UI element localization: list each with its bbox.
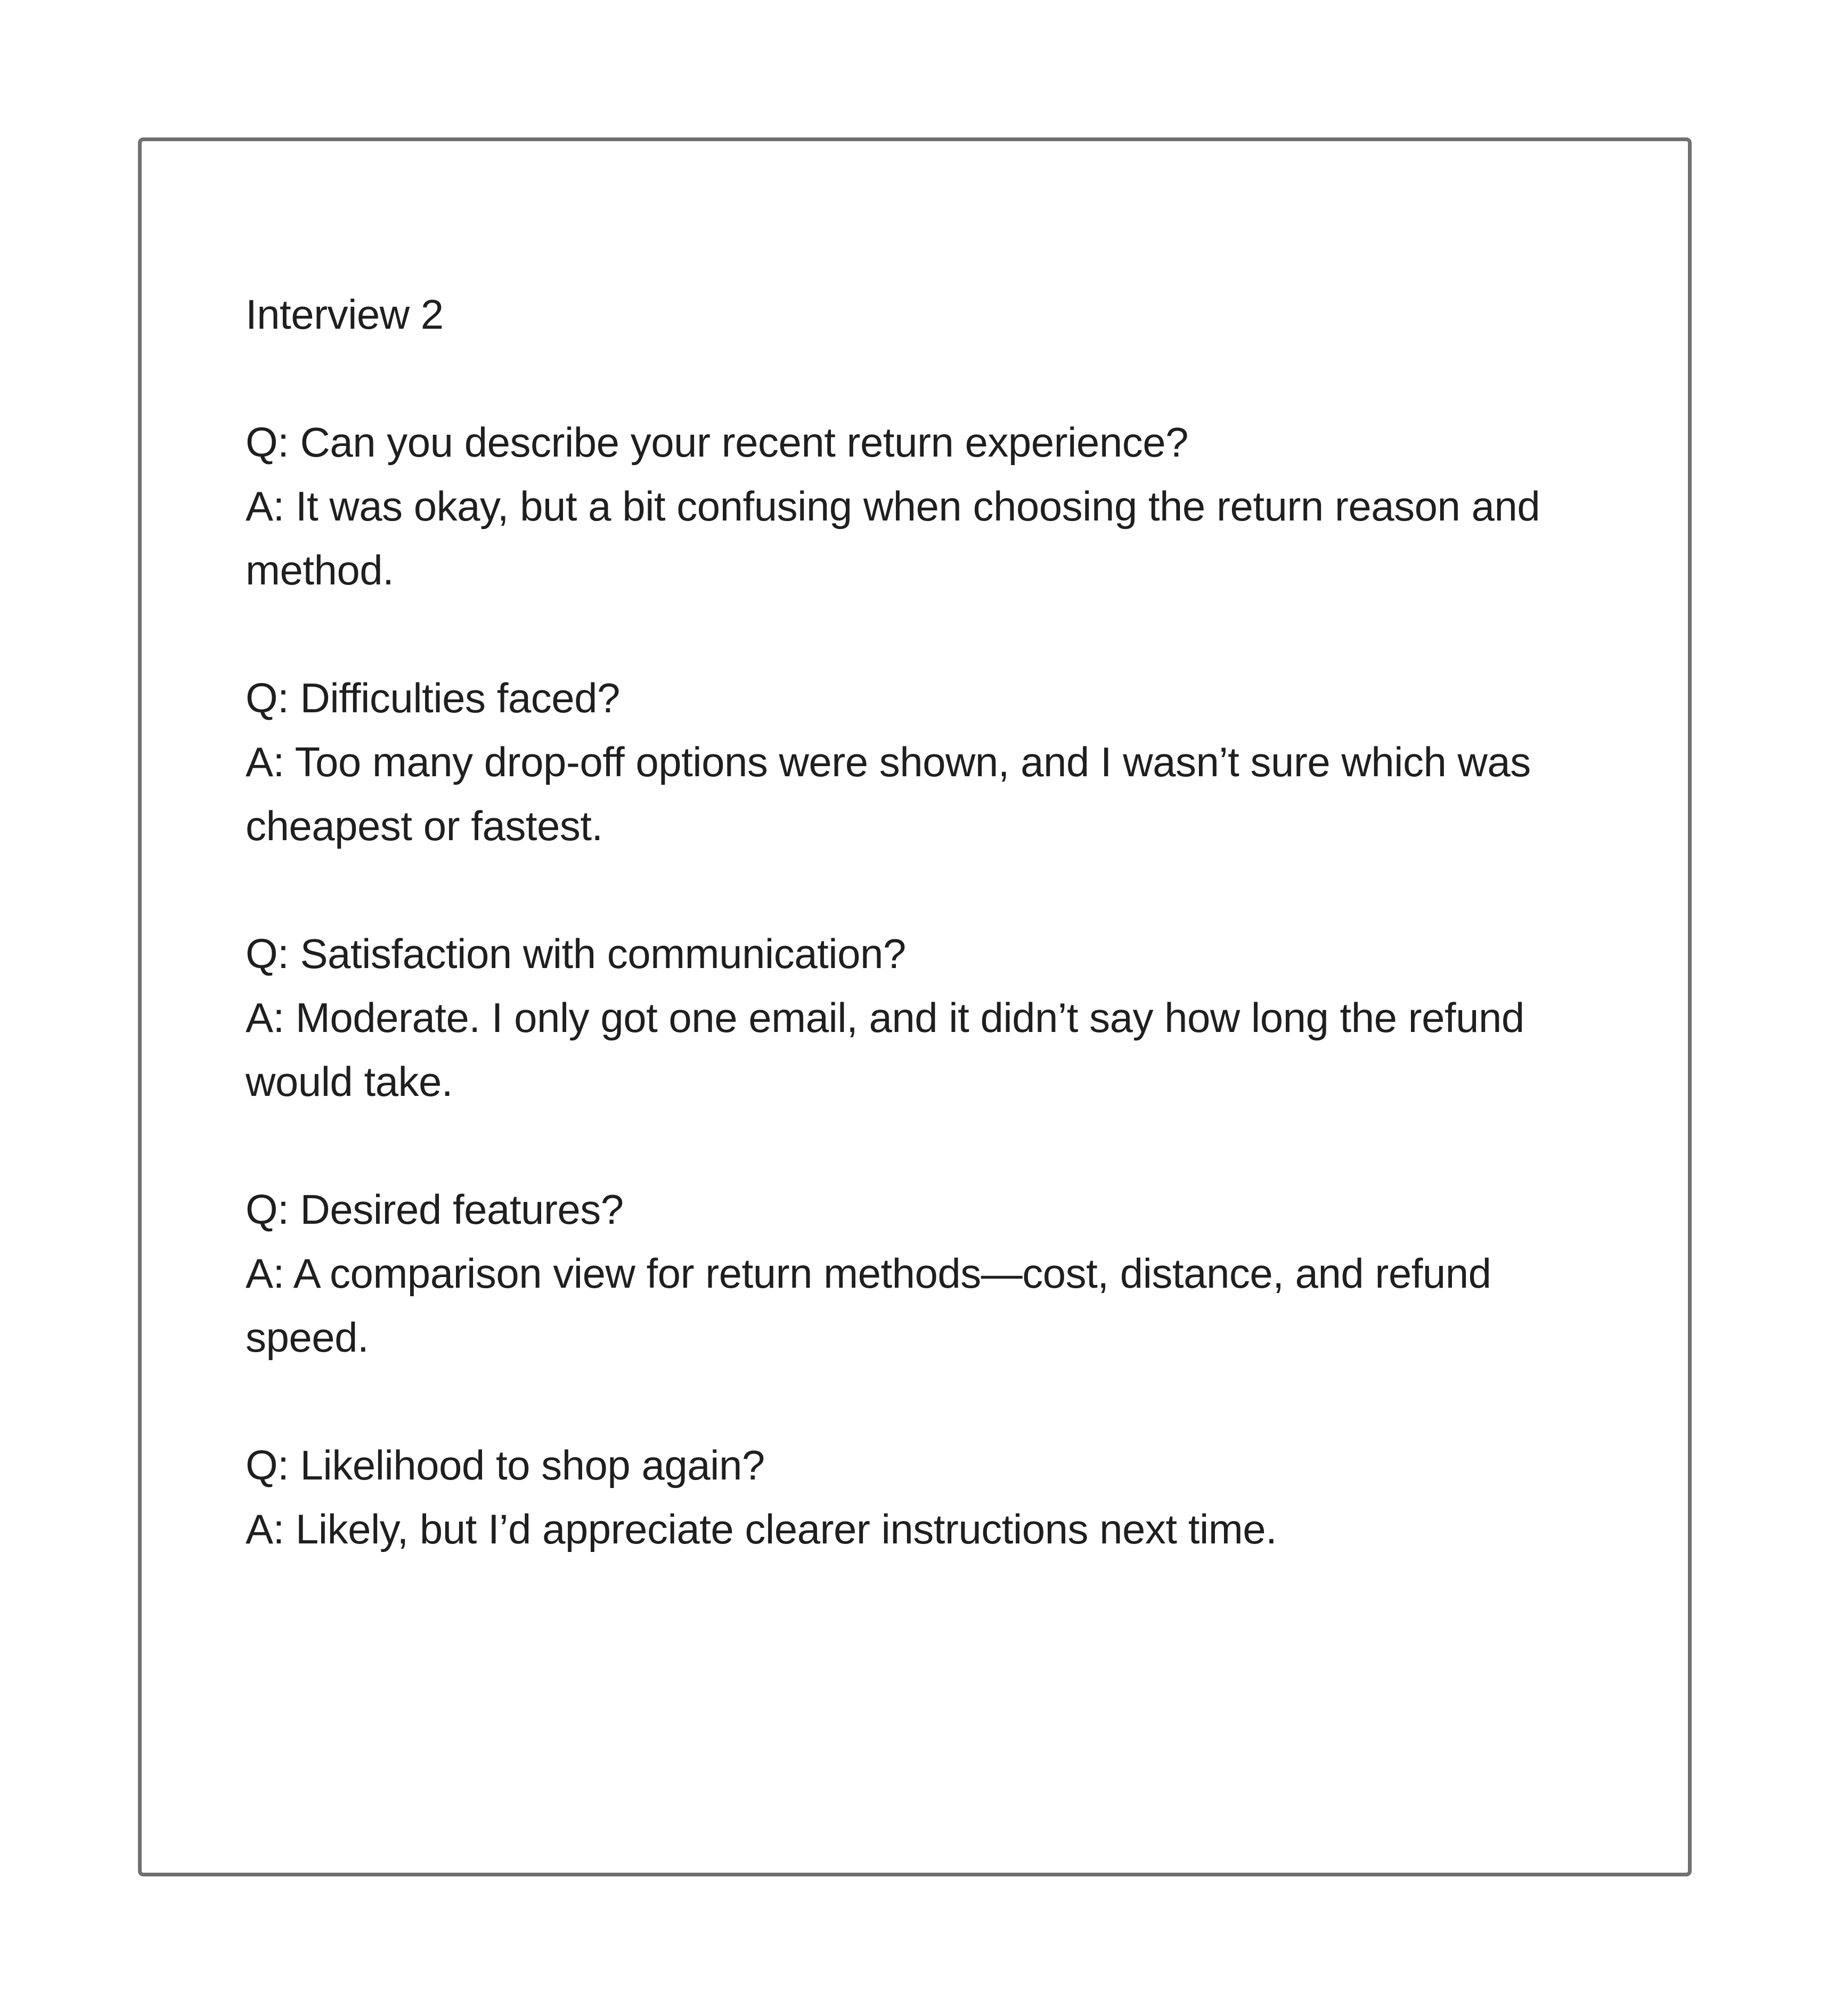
interview-card: [138, 137, 1692, 1876]
answer-text: A: Moderate. I only got one email, and it didn’t say how long the refund would take.: [246, 994, 1524, 1105]
answer-text: A: It was okay, but a bit confusing when choosing the return reason and method.: [246, 483, 1540, 594]
question-text: Q: Can you describe your recent return experience?: [246, 419, 1188, 466]
answer-text: A: Too many drop-off options were shown, and I wasn’t sure which was cheapest or fastest.: [246, 738, 1531, 849]
qa-item: [246, 1433, 1588, 1561]
question-text: Q: Satisfaction with communication?: [246, 930, 906, 977]
question-text: Q: Likelihood to shop again?: [246, 1442, 765, 1489]
qa-item: [246, 1177, 1588, 1369]
interview-title: Interview 2: [246, 291, 444, 338]
question-text: Q: Desired features?: [246, 1186, 624, 1233]
question-text: Q: Difficulties faced?: [246, 674, 620, 721]
qa-item: [246, 922, 1588, 1113]
answer-text: A: Likely, but I’d appreciate clearer instructions next time.: [246, 1506, 1277, 1552]
interview-content: [246, 282, 1588, 1561]
qa-item: [246, 666, 1588, 858]
qa-item: [246, 410, 1588, 602]
answer-text: A: A comparison view for return methods—cost, distance, and refund speed.: [246, 1250, 1491, 1361]
